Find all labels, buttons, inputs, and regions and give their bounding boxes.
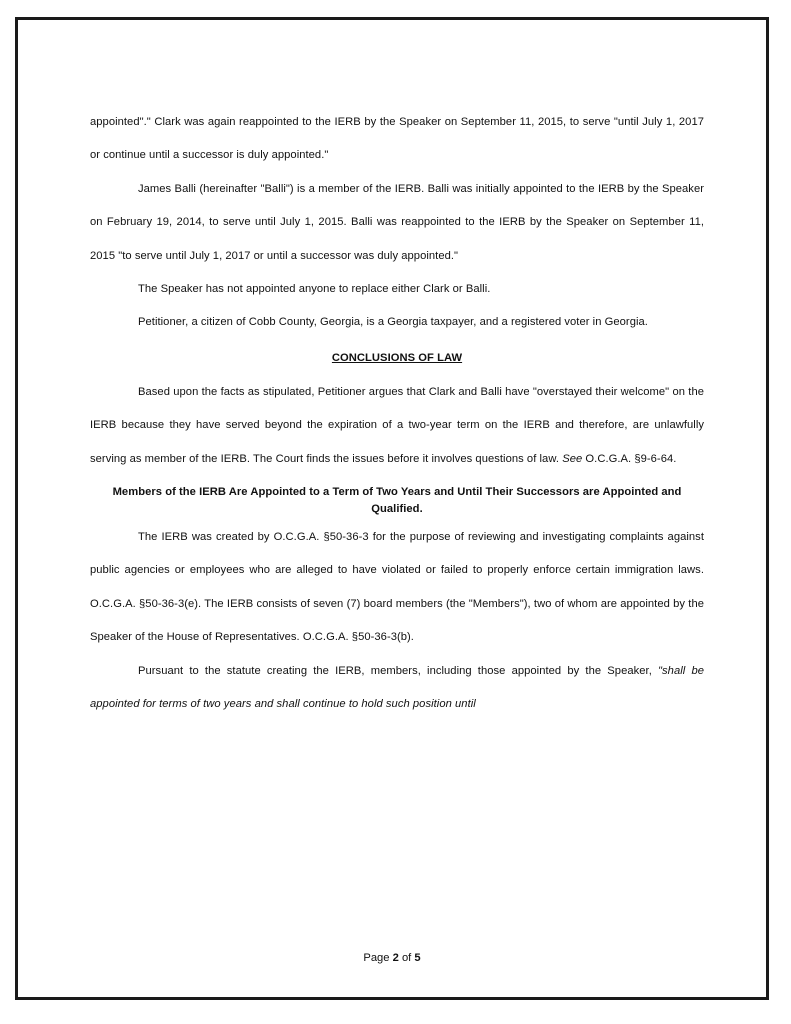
subheading-members-term: Members of the IERB Are Appointed to a Term of Two Years and Until Their Successors are Appointed and Qualified. (112, 486, 682, 516)
page-current-number: 2 (392, 952, 399, 964)
paragraph-petitioner: Petitioner, a citizen of Cobb County, Georgia, is a Georgia taxpayer, and a registered voter in Georgia. (138, 316, 648, 329)
statute-quoted-text: "shall be appointed for terms of two years and shall continue to hold such position until (90, 664, 705, 711)
section-heading-conclusions-of-law: CONCLUSIONS OF LAW (331, 351, 463, 364)
statute-lead-text: Pursuant to the statute creating the IERB, members, including those appointed by the Speaker, (138, 664, 659, 677)
paragraph-clark-reappointment: appointed"." Clark was again reappointed to the IERB by the Speaker on September 11, 2015, to serve "until July 1, 2017 or continue until a successor is duly appointed." (90, 116, 704, 162)
paragraph-balli-membership: James Balli (hereinafter "Balli") is a member of the IERB. Balli was initially appointed to the IERB by the Speaker on February 19, 2014, to serve until July 1, 2015. Balli was reappointed to the IERB by the Speaker on September 11, 2015 "to serve until July 1, 2017 or until a successor was duly appointed." (90, 182, 704, 262)
page-label: Page (363, 952, 390, 964)
paragraph-petitioner-argument (90, 376, 704, 476)
paragraph-ierb-creation: The IERB was created by O.C.G.A. §50-36-3 for the purpose of reviewing and investigating complaints against public agencies or employees who are alleged to have violated or failed to properly enforce certain immigration laws. O.C.G.A. §50-36-3(e). The IERB consists of seven (7) board members (the "Members"), two of whom are appointed by the Speaker of the House of Representatives. O.C.G.A. §50-36-3(b). (90, 531, 704, 644)
page-total-number: 5 (414, 952, 421, 964)
citation-text: O.C.G.A. §9-6-64. (582, 452, 677, 465)
document-body (90, 106, 704, 722)
petitioner-argument-text: Based upon the facts as stipulated, Petitioner argues that Clark and Balli have "overstayed their welcome" on the IERB because they have served beyond the expiration of a two-year term on the IERB and therefore, are unlawfully serving as member of the IERB. The Court finds the issues before it involves questions of law. (90, 385, 704, 465)
of-label: of (401, 952, 412, 964)
document-page (15, 17, 769, 1000)
page-footer (18, 950, 766, 966)
paragraph-statute-quote (90, 655, 704, 722)
see-signal: See (562, 452, 583, 465)
paragraph-no-replacement: The Speaker has not appointed anyone to replace either Clark or Balli. (138, 283, 491, 296)
